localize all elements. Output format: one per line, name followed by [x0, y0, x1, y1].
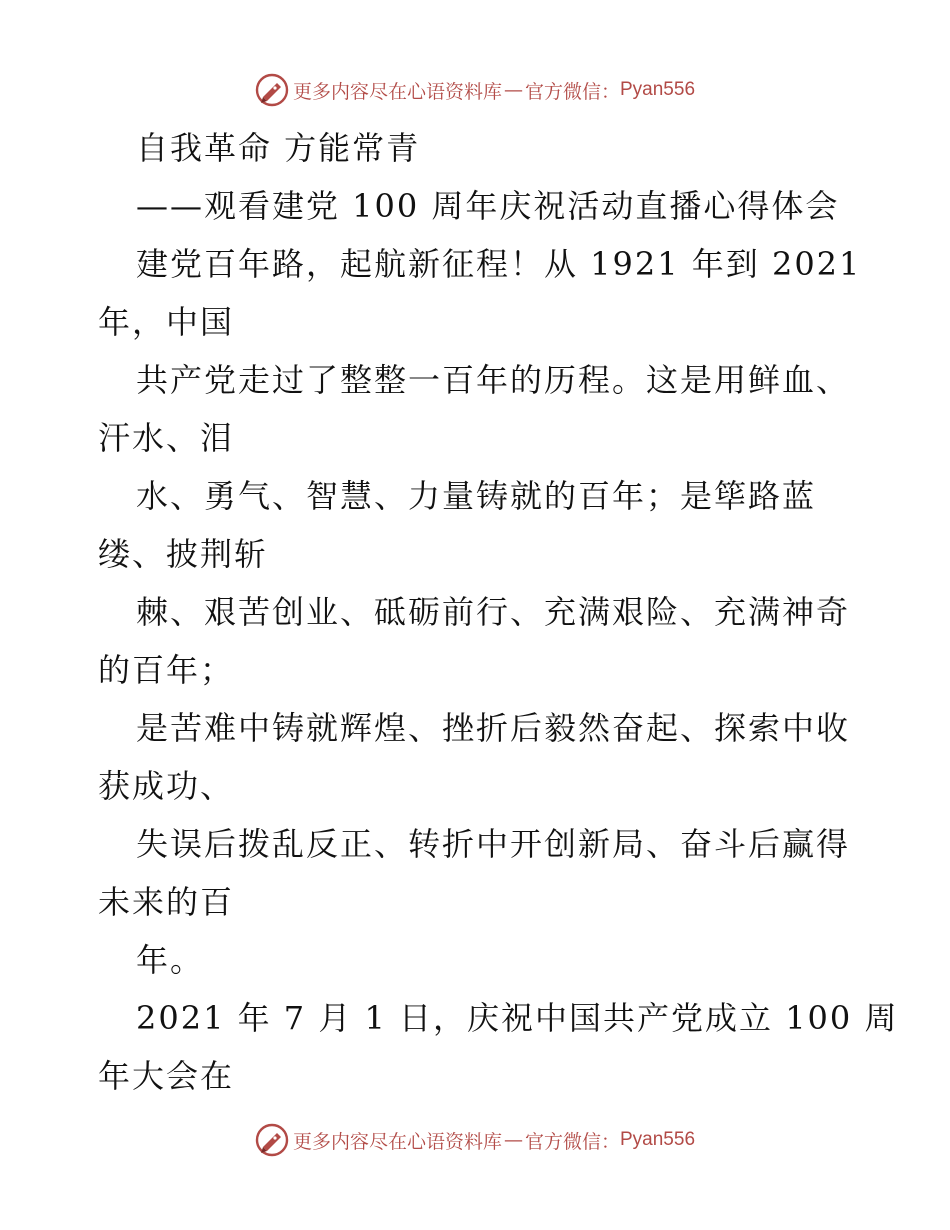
paragraph-line: 的百年； [98, 651, 235, 689]
paragraph-line: 年，中国 [98, 303, 235, 341]
watermark-wechat-label: 官方微信： [524, 1130, 620, 1153]
footer-watermark [0, 1120, 950, 1160]
paragraph-line: 是苦难中铸就辉煌、挫折后毅然奋起、探索中收 [136, 709, 851, 747]
watermark-text: 更多内容尽在心语资料库 [292, 1130, 502, 1153]
pen-nib-logo-icon [255, 1123, 289, 1157]
document-subtitle: ——观看建党 100 周年庆祝活动直播心得体会 [136, 187, 840, 225]
paragraph-line: 获成功、 [98, 767, 235, 805]
paragraph-line: 棘、艰苦创业、砥砺前行、充满艰险、充满神奇 [136, 593, 851, 631]
watermark-dash: — [503, 1129, 523, 1151]
pen-nib-logo-icon [255, 73, 289, 107]
paragraph-line: 共产党走过了整整一百年的历程。这是用鲜血、 [136, 361, 851, 399]
paragraph-line: 2021 年 7 月 1 日，庆祝中国共产党成立 100 周 [136, 999, 899, 1037]
watermark-wechat-label: 官方微信： [524, 80, 620, 103]
paragraph-line: 年。 [136, 941, 205, 979]
paragraph-line: 建党百年路，起航新征程！从 1921 年到 2021 [136, 245, 862, 283]
header-watermark [0, 70, 950, 110]
watermark-text: 更多内容尽在心语资料库 [292, 80, 502, 103]
paragraph-line: 失误后拨乱反正、转折中开创新局、奋斗后赢得 [136, 825, 851, 863]
watermark-wechat-id: Pyan556 [620, 79, 696, 100]
paragraph-line: 缕、披荆斩 [98, 535, 269, 573]
paragraph-line: 未来的百 [98, 883, 235, 921]
document-title: 自我革命 方能常青 [136, 129, 421, 167]
paragraph-line: 年大会在 [98, 1057, 235, 1095]
watermark-dash: — [503, 79, 523, 101]
paragraph-line: 水、勇气、智慧、力量铸就的百年；是筚路蓝 [136, 477, 817, 515]
watermark-wechat-id: Pyan556 [620, 1129, 696, 1150]
paragraph-line: 汗水、泪 [98, 419, 235, 457]
